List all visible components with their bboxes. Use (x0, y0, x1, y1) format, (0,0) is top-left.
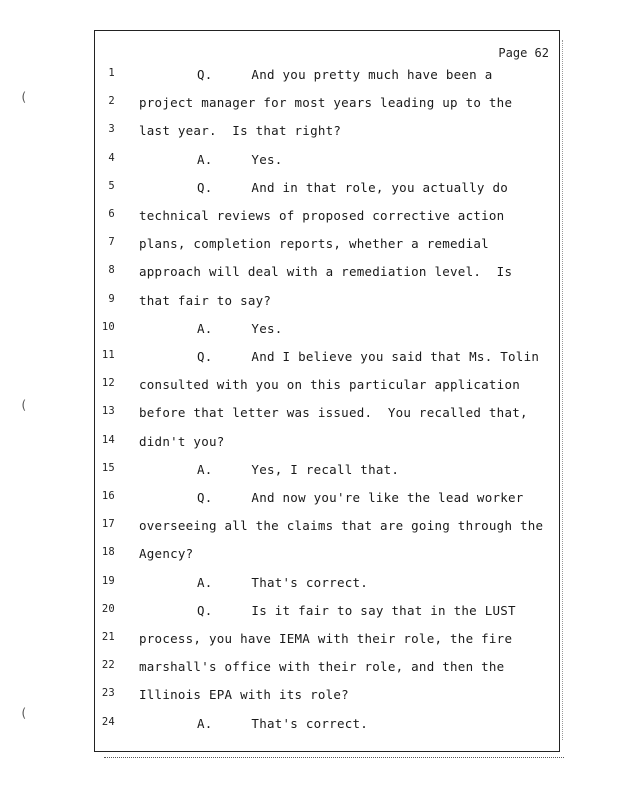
line-number: 7 (108, 236, 115, 249)
transcript-line (95, 264, 559, 282)
transcript-line (95, 67, 559, 85)
line-text: A. That's correct. (197, 574, 369, 590)
page-number: Page 62 (498, 46, 549, 60)
transcript-line (95, 123, 559, 141)
transcript-line (95, 208, 559, 226)
line-number: 3 (108, 123, 115, 136)
footer-rule (104, 757, 564, 759)
margin-mark: ( (20, 706, 28, 720)
transcript-line (95, 575, 559, 593)
line-number: 5 (108, 179, 115, 192)
transcript-line (95, 462, 559, 480)
line-text: consulted with you on this particular application (139, 377, 521, 393)
margin-mark: ( (20, 398, 28, 412)
transcript-line (95, 152, 559, 170)
line-text: Q. And you pretty much have been a (197, 67, 493, 82)
line-number: 13 (101, 405, 115, 418)
line-text: Q. And in that role, you actually do (197, 179, 509, 195)
line-number: 15 (101, 461, 115, 474)
line-number: 12 (101, 377, 115, 390)
line-number: 9 (108, 292, 115, 305)
line-number: 14 (101, 433, 115, 446)
line-text: overseeing all the claims that are going through the (139, 518, 544, 534)
line-text: A. Yes, I recall that. (197, 461, 400, 477)
line-text: last year. Is that right? (139, 123, 342, 139)
transcript-line (95, 349, 559, 367)
line-text: A. Yes. (197, 320, 283, 336)
line-text: that fair to say? (139, 292, 272, 308)
margin-mark: ( (20, 90, 28, 104)
transcript-line (95, 180, 559, 198)
line-number: 18 (101, 546, 115, 559)
line-text: technical reviews of proposed corrective action (139, 208, 505, 223)
line-text: Q. And now you're like the lead worker (197, 490, 524, 505)
transcript-line (95, 518, 559, 536)
line-number: 6 (108, 208, 115, 220)
line-text: Illinois EPA with its role? (139, 687, 349, 703)
line-number: 4 (108, 151, 115, 164)
transcript-line (95, 377, 559, 395)
transcript-line (95, 321, 559, 339)
transcript-line (95, 603, 559, 621)
transcript-page (94, 30, 560, 752)
transcript-line (95, 659, 559, 677)
transcript-line (95, 95, 559, 113)
right-edge-rule (562, 40, 564, 740)
line-number: 16 (101, 490, 115, 502)
line-number: 8 (108, 264, 115, 277)
line-text: project manager for most years leading up to the (139, 95, 513, 111)
line-number: 24 (101, 715, 115, 728)
line-text: process, you have IEMA with their role, the fire (139, 631, 513, 646)
line-text: Q. And I believe you said that Ms. Tolin (197, 349, 540, 364)
line-number: 23 (101, 687, 115, 700)
transcript-lines (95, 31, 559, 751)
line-number: 17 (101, 518, 115, 531)
line-text: Q. Is it fair to say that in the LUST (197, 602, 516, 618)
line-number: 22 (101, 659, 115, 672)
transcript-line (95, 546, 559, 564)
line-text: marshall's office with their role, and then the (139, 659, 505, 675)
line-number: 10 (101, 320, 115, 333)
transcript-line (95, 236, 559, 254)
line-text: plans, completion reports, whether a remedial (139, 236, 489, 252)
line-number: 2 (108, 95, 115, 108)
line-number: 1 (108, 67, 115, 79)
transcript-line (95, 490, 559, 508)
line-text: A. Yes. (197, 151, 283, 167)
line-number: 21 (101, 631, 115, 643)
transcript-line (95, 631, 559, 649)
line-text: before that letter was issued. You recalled that, (139, 405, 528, 421)
line-number: 19 (101, 574, 115, 587)
line-text: Agency? (139, 546, 194, 562)
line-number: 11 (101, 349, 115, 361)
line-number: 20 (101, 602, 115, 615)
transcript-line (95, 687, 559, 705)
transcript-line (95, 716, 559, 734)
line-text: A. That's correct. (197, 715, 369, 731)
line-text: didn't you? (139, 433, 225, 449)
line-text: approach will deal with a remediation level. Is (139, 264, 513, 280)
transcript-line (95, 405, 559, 423)
transcript-line (95, 434, 559, 452)
transcript-line (95, 293, 559, 311)
